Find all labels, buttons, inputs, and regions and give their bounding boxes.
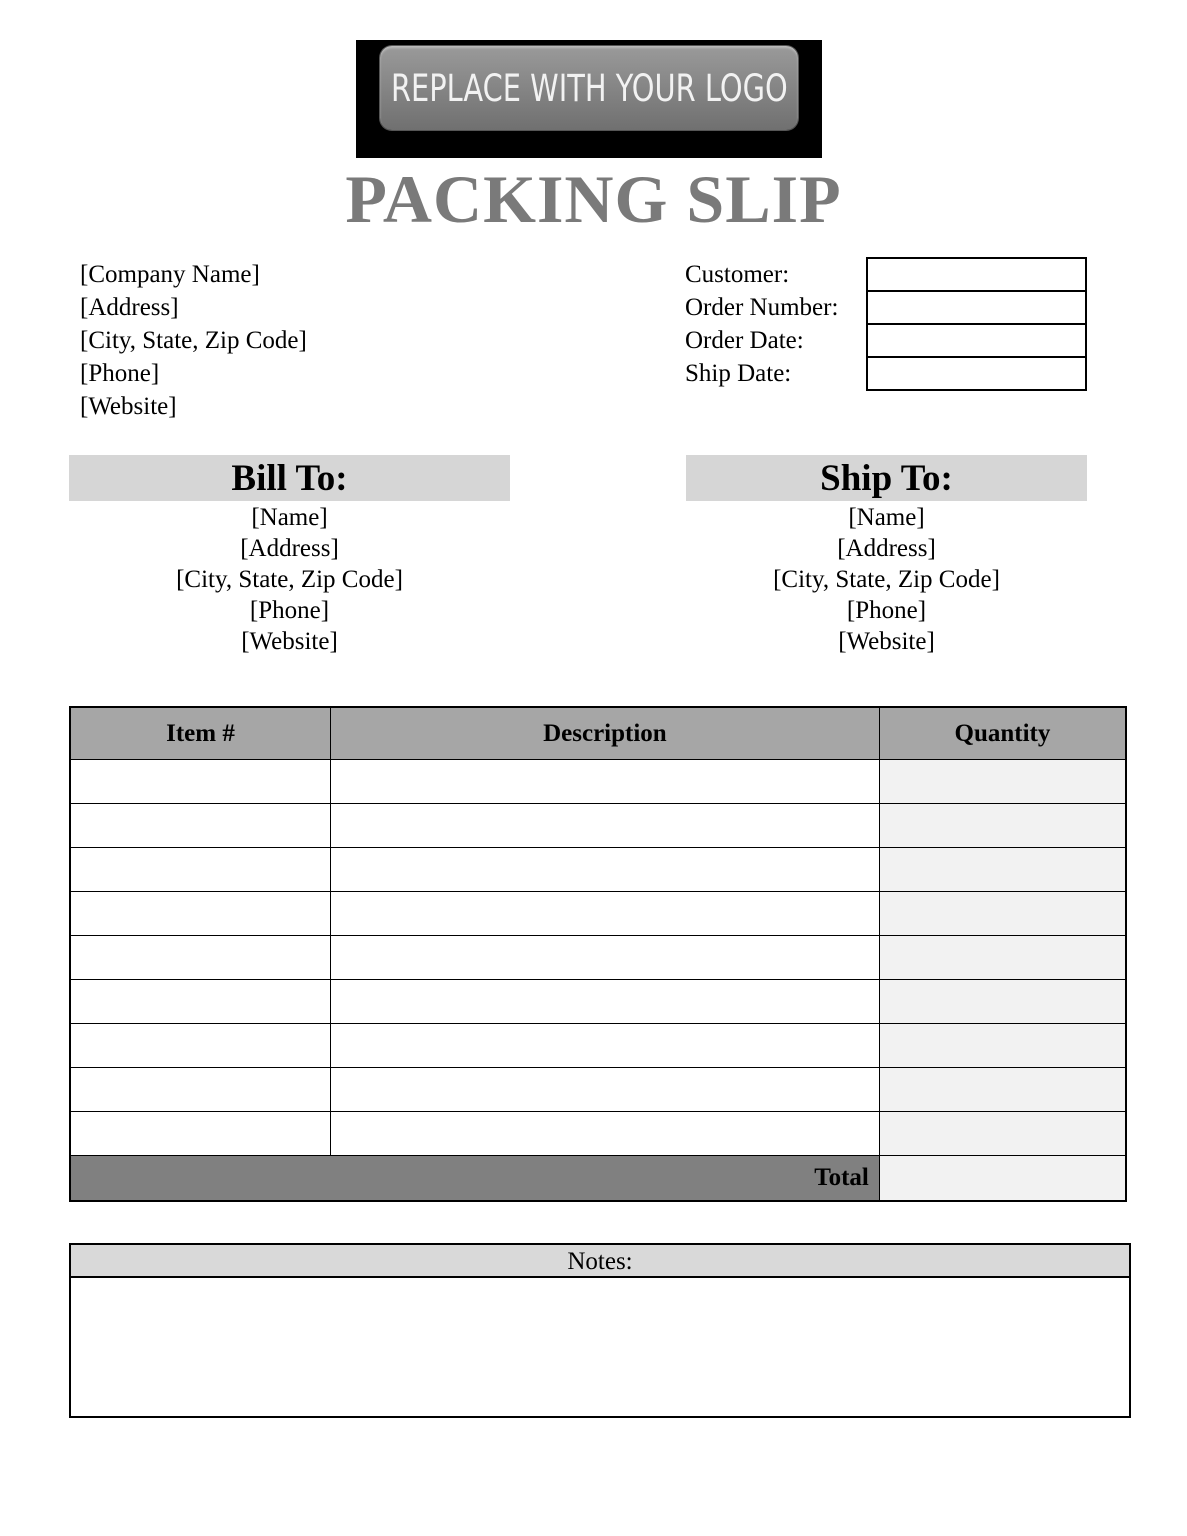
ship-to-name: [Name] [848, 504, 925, 531]
customer-field[interactable] [866, 257, 1087, 290]
total-value[interactable] [879, 1156, 1126, 1202]
order-info-labels [685, 258, 838, 390]
ship-date-label: Ship Date: [685, 360, 792, 387]
quantity-cell[interactable] [879, 804, 1126, 848]
ship-to-phone: [Phone] [846, 597, 927, 624]
item-number-cell[interactable] [70, 936, 330, 980]
quantity-cell[interactable] [879, 936, 1126, 980]
ship-to-street: [Address] [837, 535, 936, 562]
table-row [70, 760, 1126, 804]
description-cell[interactable] [330, 1024, 879, 1068]
table-row [70, 892, 1126, 936]
description-cell[interactable] [330, 1068, 879, 1112]
quantity-cell[interactable] [879, 848, 1126, 892]
ship-to-address [686, 502, 1087, 657]
logo [356, 40, 822, 158]
description-cell[interactable] [330, 760, 879, 804]
bill-to-website: [Website] [241, 628, 338, 655]
description-cell[interactable] [330, 892, 879, 936]
table-row [70, 1068, 1126, 1112]
table-row [70, 1112, 1126, 1156]
description-cell[interactable] [330, 980, 879, 1024]
description-cell[interactable] [330, 848, 879, 892]
company-city-state-zip: [City, State, Zip Code] [80, 327, 307, 354]
company-phone: [Phone] [80, 360, 160, 387]
bill-to-street: [Address] [240, 535, 339, 562]
logo-text: REPLACE WITH YOUR LOGO [390, 66, 788, 110]
order-number-field[interactable] [866, 290, 1087, 323]
page-title: PACKING SLIP [345, 161, 842, 237]
company-address: [Address] [80, 294, 179, 321]
quantity-cell[interactable] [879, 892, 1126, 936]
bill-to-heading: Bill To: [69, 455, 510, 501]
table-row [70, 1024, 1126, 1068]
quantity-cell[interactable] [879, 1112, 1126, 1156]
notes-box [69, 1243, 1131, 1418]
ship-to-website: [Website] [838, 628, 935, 655]
table-row [70, 936, 1126, 980]
ship-date-field[interactable] [866, 356, 1087, 391]
table-row [70, 980, 1126, 1024]
quantity-cell[interactable] [879, 1068, 1126, 1112]
table-row [70, 804, 1126, 848]
description-cell[interactable] [330, 936, 879, 980]
items-header-row [70, 707, 1126, 760]
notes-content[interactable] [71, 1278, 1129, 1414]
order-date-field[interactable] [866, 323, 1087, 356]
item-number-cell[interactable] [70, 1112, 330, 1156]
total-label: Total [70, 1156, 879, 1202]
order-number-label: Order Number: [685, 294, 839, 321]
bill-to-phone: [Phone] [249, 597, 330, 624]
order-date-label: Order Date: [685, 327, 804, 354]
description-cell[interactable] [330, 1112, 879, 1156]
item-number-cell[interactable] [70, 1024, 330, 1068]
bill-to-address [69, 502, 510, 657]
bill-to-name: [Name] [251, 504, 328, 531]
ship-to-city-state-zip: [City, State, Zip Code] [773, 566, 1000, 593]
table-row [70, 848, 1126, 892]
logo-placeholder [380, 46, 798, 130]
description-cell[interactable] [330, 804, 879, 848]
quantity-cell[interactable] [879, 1024, 1126, 1068]
company-name: [Company Name] [80, 261, 260, 288]
item-number-cell[interactable] [70, 892, 330, 936]
items-table [69, 706, 1127, 1202]
item-number-cell[interactable] [70, 760, 330, 804]
item-number-cell[interactable] [70, 804, 330, 848]
company-website: [Website] [80, 393, 177, 420]
item-number-cell[interactable] [70, 1068, 330, 1112]
quantity-cell[interactable] [879, 760, 1126, 804]
item-number-cell[interactable] [70, 848, 330, 892]
customer-label: Customer: [685, 261, 790, 288]
item-number-cell[interactable] [70, 980, 330, 1024]
company-info [80, 258, 307, 423]
column-header-quantity: Quantity [879, 707, 1126, 760]
ship-to-heading: Ship To: [686, 455, 1087, 501]
quantity-cell[interactable] [879, 980, 1126, 1024]
bill-to-city-state-zip: [City, State, Zip Code] [176, 566, 403, 593]
column-header-description: Description [330, 707, 879, 760]
notes-label: Notes: [71, 1245, 1129, 1278]
total-row [70, 1156, 1126, 1202]
order-info-fields [866, 257, 1087, 391]
column-header-item-number: Item # [70, 707, 330, 760]
